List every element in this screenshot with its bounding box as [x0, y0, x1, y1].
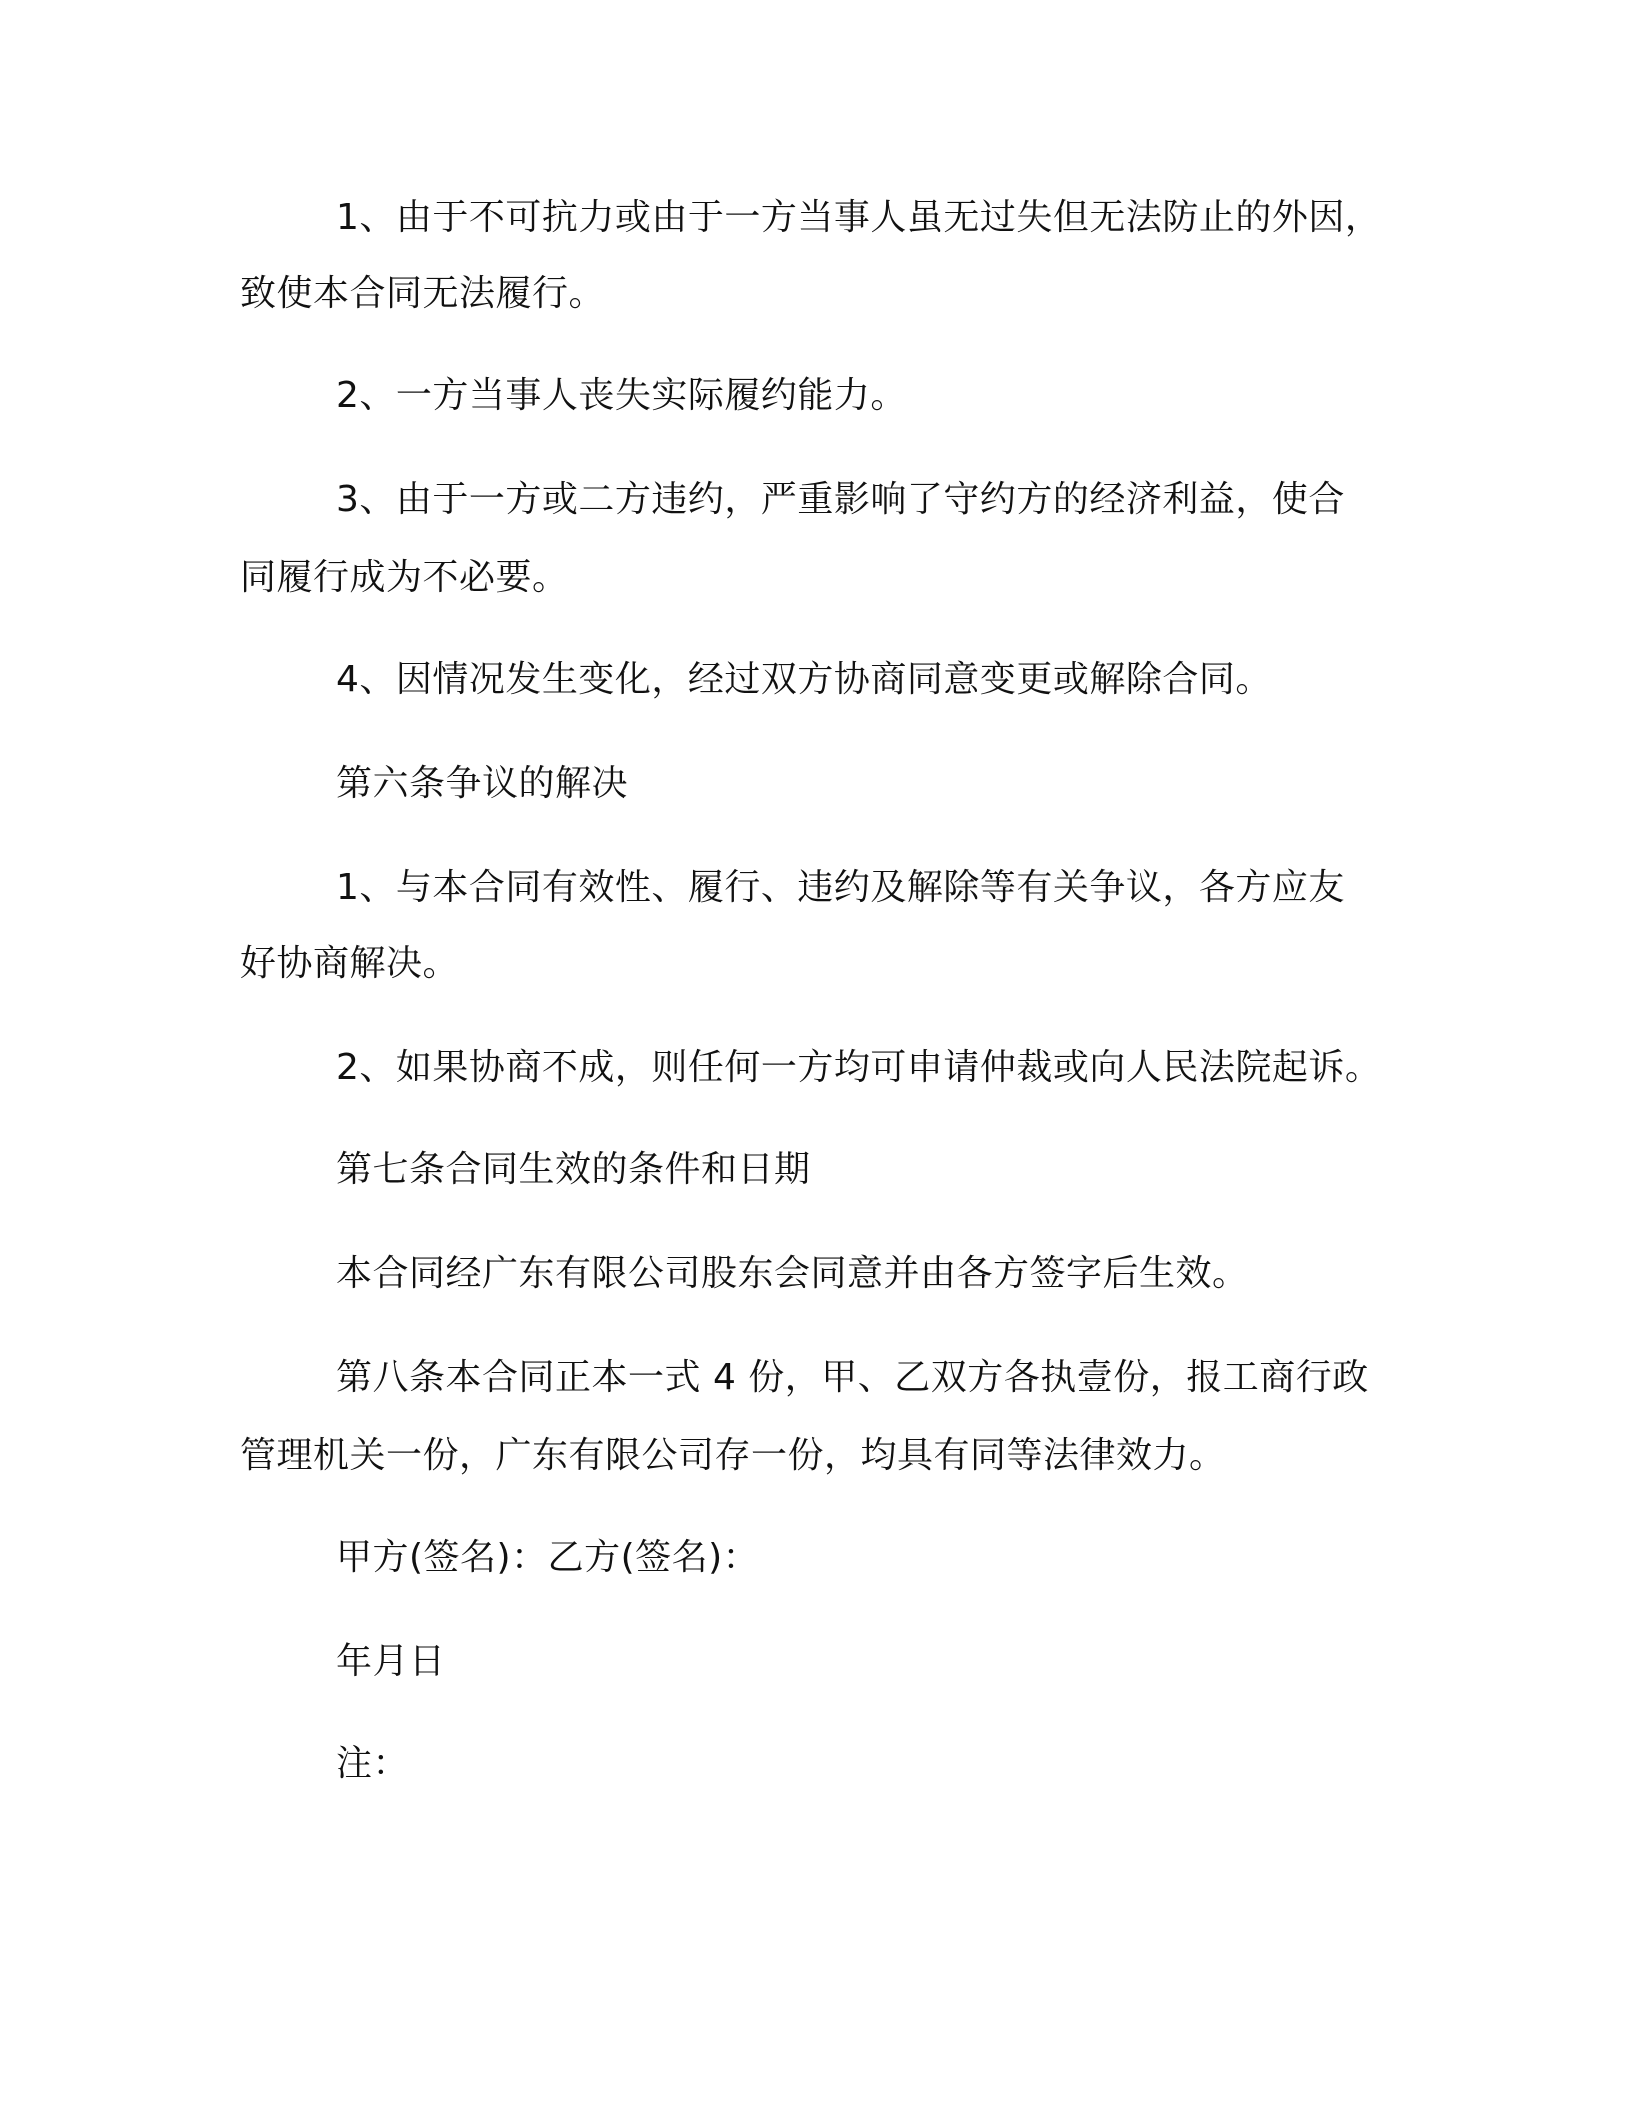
- clause-1-line-2: 致使本合同无法履行。: [240, 273, 606, 314]
- article-7-heading: 第七条合同生效的条件和日期: [336, 1149, 811, 1190]
- article-7-body: 本合同经广东有限公司股东会同意并由各方签字后生效。: [336, 1253, 1249, 1294]
- clause-3-line-2: 同履行成为不必要。: [240, 557, 569, 598]
- date-line: 年月日: [336, 1641, 446, 1682]
- article-6-item-1-line-2: 好协商解决。: [240, 943, 460, 984]
- clause-2: 2、一方当事人丧失实际履约能力。: [336, 375, 907, 416]
- clause-3-line-1: 3、由于一方或二方违约，严重影响了守约方的经济利益，使合: [336, 479, 1345, 520]
- article-6-item-2: 2、如果协商不成，则任何一方均可申请仲裁或向人民法院起诉。: [336, 1047, 1382, 1088]
- note-label: 注：: [336, 1743, 410, 1784]
- article-8-line-2: 管理机关一份，广东有限公司存一份，均具有同等法律效力。: [240, 1435, 1226, 1476]
- clause-4: 4、因情况发生变化，经过双方协商同意变更或解除合同。: [336, 659, 1272, 700]
- signature-line: 甲方(签名)：乙方(签名)：: [336, 1537, 760, 1578]
- article-6-item-1-line-1: 1、与本合同有效性、履行、违约及解除等有关争议，各方应友: [336, 867, 1345, 908]
- article-6-heading: 第六条争议的解决: [336, 763, 629, 804]
- clause-1-line-1: 1、由于不可抗力或由于一方当事人虽无过失但无法防止的外因，: [336, 197, 1382, 238]
- article-8-line-1: 第八条本合同正本一式 4 份，甲、乙双方各执壹份，报工商行政: [336, 1357, 1369, 1398]
